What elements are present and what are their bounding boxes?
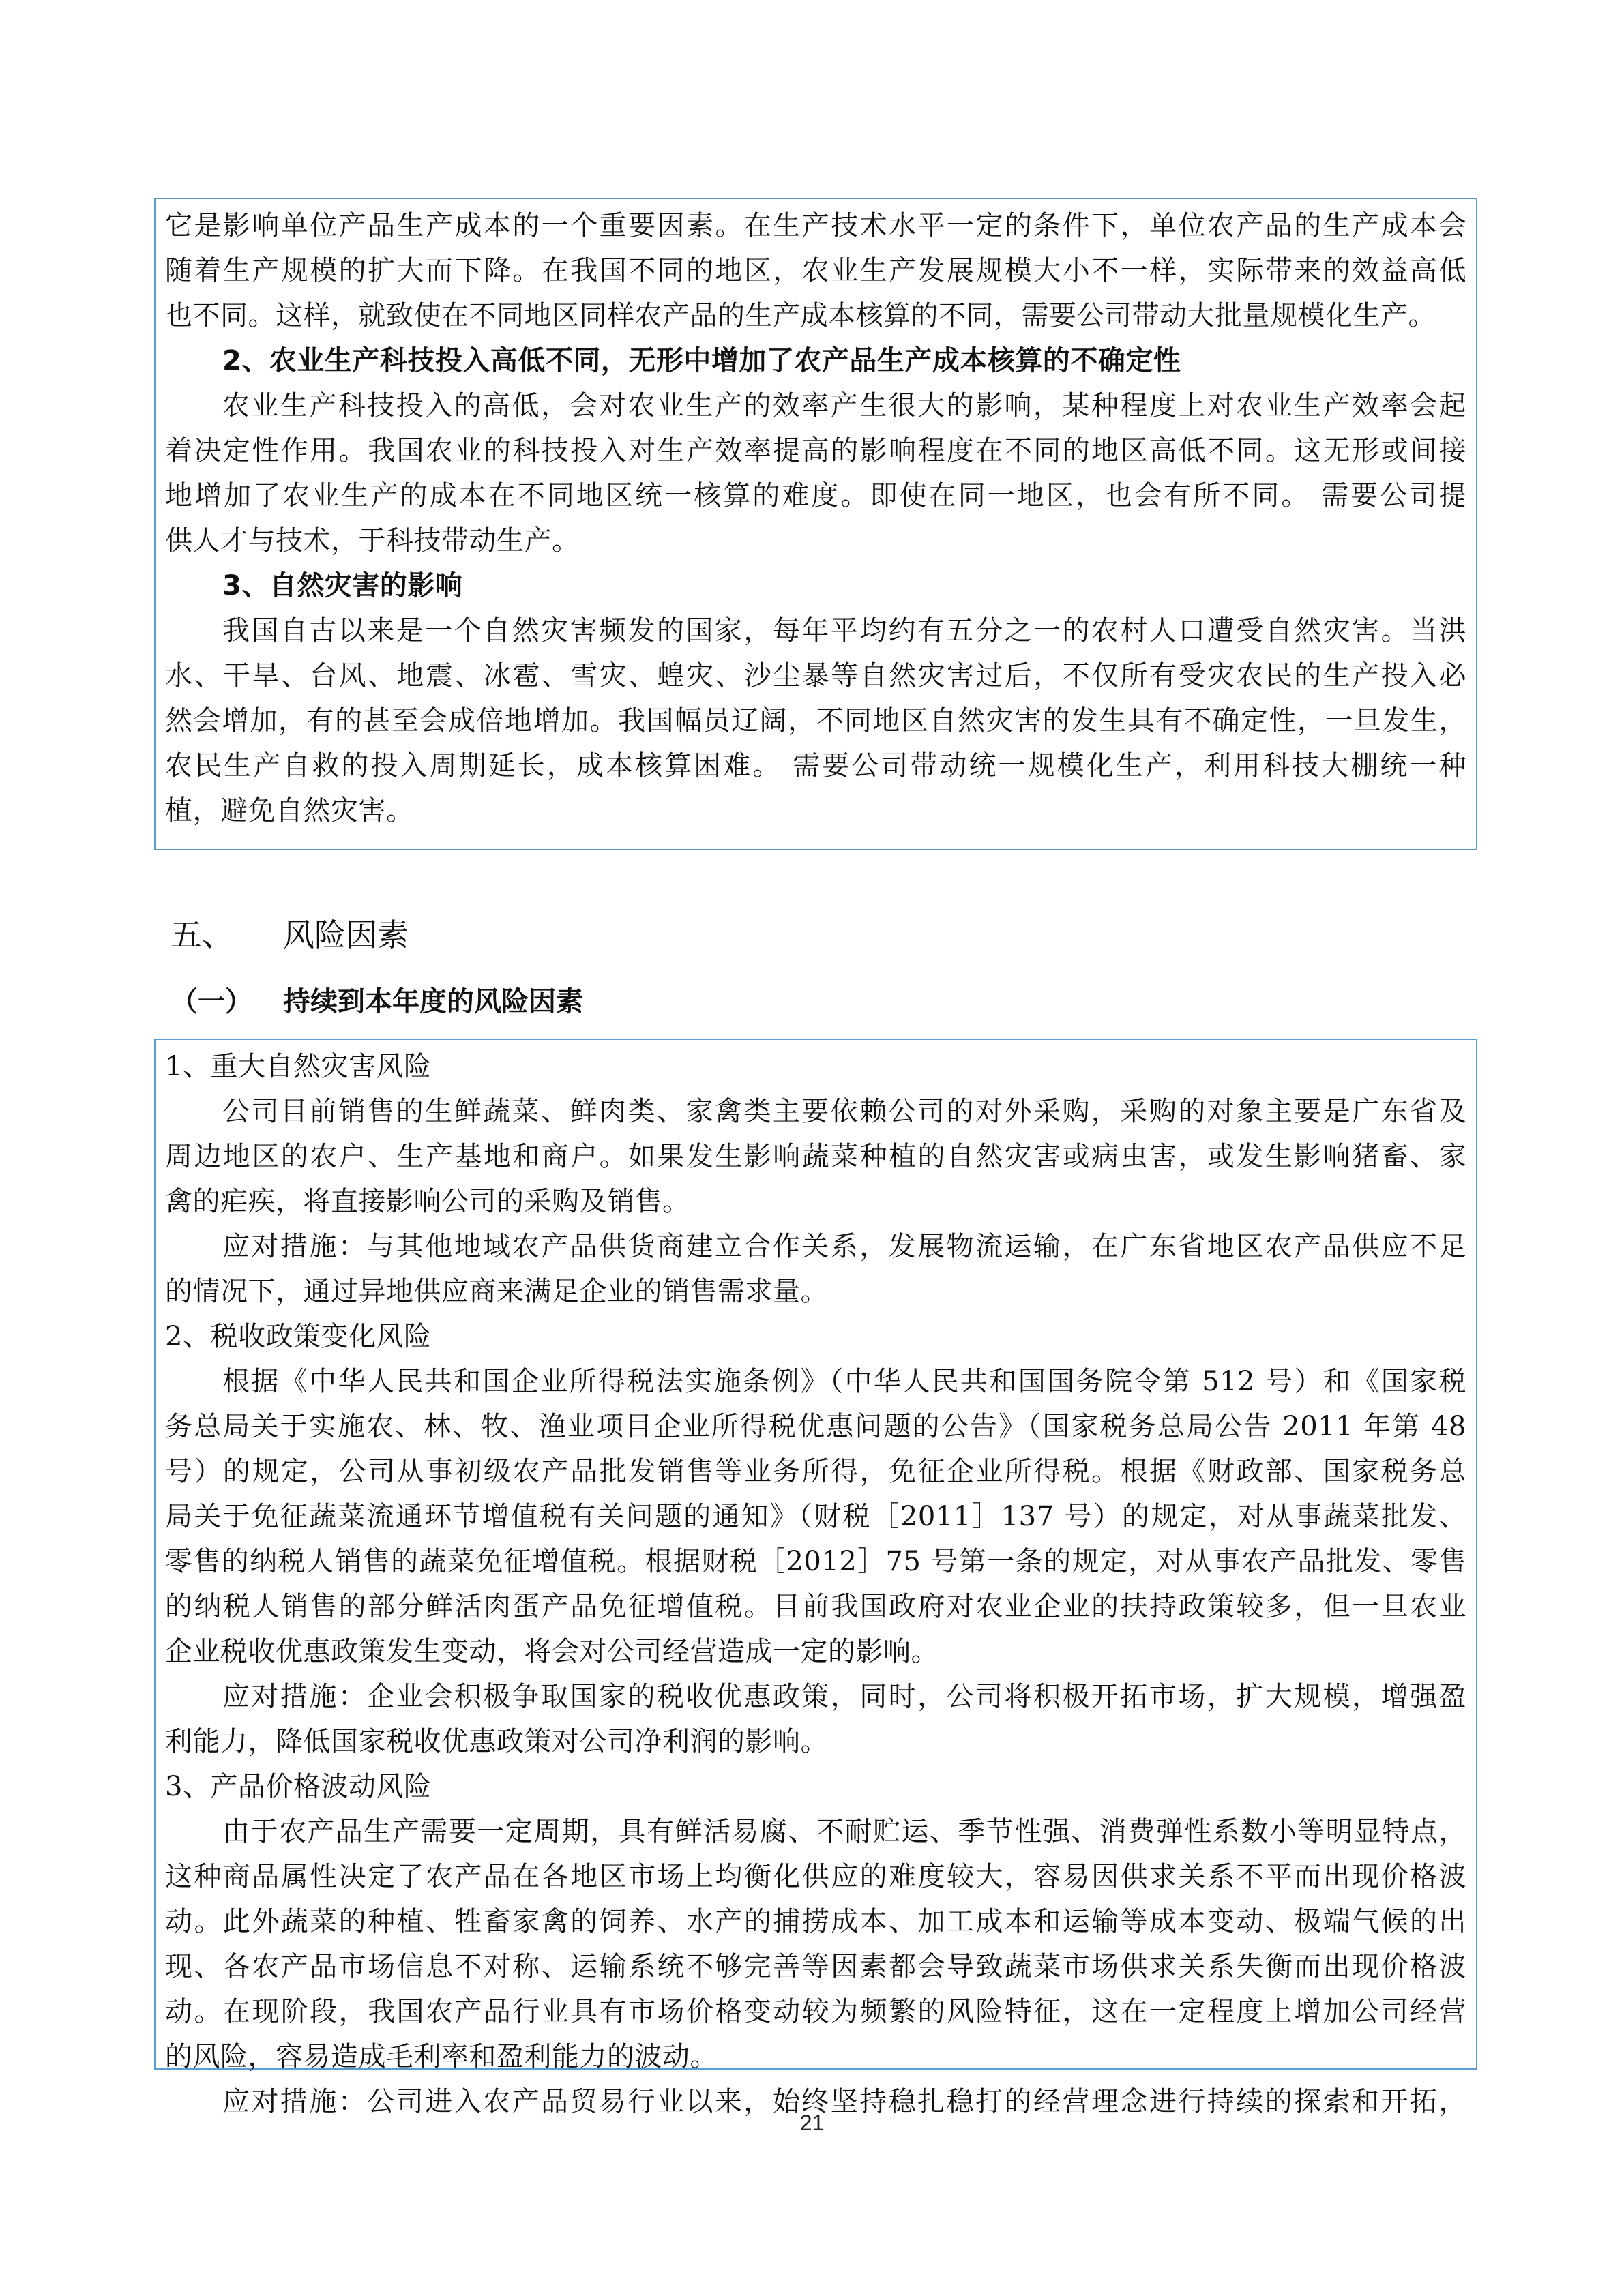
paragraph-line: 植，避免自然灾害。 [165, 795, 414, 826]
section-title: 风险因素 [283, 916, 409, 953]
paragraph-line: 的情况下，通过异地供应商来满足企业的销售需求量。 [165, 1276, 828, 1307]
paragraph-line: 号）的规定，公司从事初级农产品批发销售等业务所得，免征企业所得税。根据《财政部、国家税务总 [165, 1456, 1466, 1487]
paragraph-line: 由于农产品生产需要一定周期，具有鲜活易腐、不耐贮运、季节性强、消费弹性系数小等明显特点， [222, 1816, 1466, 1847]
paragraph-line: 的纳税人销售的部分鲜活肉蛋产品免征增值税。目前我国政府对农业企业的扶持政策较多，但一旦农业 [165, 1591, 1466, 1622]
risk-title: 1、重大自然灾害风险 [165, 1051, 432, 1082]
risk-title: 3、产品价格波动风险 [165, 1771, 432, 1802]
risk-title: 2、税收政策变化风险 [165, 1321, 432, 1352]
paragraph-line: 公司目前销售的生鲜蔬菜、鲜肉类、家禽类主要依赖公司的对外采购，采购的对象主要是广东省及 [222, 1096, 1466, 1127]
paragraph-line: 随着生产规模的扩大而下降。在我国不同的地区，农业生产发展规模大小不一样，实际带来的效益高低 [165, 255, 1466, 286]
paragraph-line: 应对措施：与其他地域农产品供货商建立合作关系，发展物流运输，在广东省地区农产品供应不足 [222, 1231, 1466, 1262]
paragraph-line: 动。此外蔬菜的种植、牲畜家禽的饲养、水产的捕捞成本、加工成本和运输等成本变动、极端气候的出 [165, 1906, 1466, 1937]
paragraph-line: 它是影响单位产品生产成本的一个重要因素。在生产技术水平一定的条件下，单位农产品的生产成本会 [165, 210, 1466, 241]
paragraph-line: 应对措施：企业会积极争取国家的税收优惠政策，同时，公司将积极开拓市场，扩大规模，增强盈 [222, 1681, 1466, 1712]
paragraph-line: 现、各农产品市场信息不对称、运输系统不够完善等因素都会导致蔬菜市场供求关系失衡而出现价格波 [165, 1951, 1466, 1982]
paragraph-line: 农业生产科技投入的高低，会对农业生产的效率产生很大的影响，某种程度上对农业生产效率会起 [222, 390, 1466, 421]
section-heading [171, 910, 409, 955]
continued-text-box [154, 198, 1477, 850]
page-number: 21 [799, 2111, 825, 2135]
paragraph-line: 我国自古以来是一个自然灾害频发的国家，每年平均约有五分之一的农村人口遭受自然灾害。当洪 [222, 615, 1466, 646]
paragraph-line: 然会增加，有的甚至会成倍地增加。我国幅员辽阔，不同地区自然灾害的发生具有不确定性，一旦发生， [165, 705, 1466, 736]
subheading-tech-investment: 2、农业生产科技投入高低不同，无形中增加了农产品生产成本核算的不确定性 [222, 345, 1181, 376]
paragraph-line: 动。在现阶段，我国农产品行业具有市场价格变动较为频繁的风险特征，这在一定程度上增加公司经营 [165, 1996, 1466, 2027]
paragraph-line: 的风险，容易造成毛利率和盈利能力的波动。 [165, 2041, 718, 2072]
paragraph-line: 地增加了农业生产的成本在不同地区统一核算的难度。即使在同一地区，也会有所不同。 需要公司提 [165, 480, 1466, 511]
paragraph-line: 零售的纳税人销售的蔬菜免征增值税。根据财税［2012］75 号第一条的规定，对从事农产品批发、零售 [165, 1546, 1466, 1577]
paragraph-line: 企业税收优惠政策发生变动，将会对公司经营造成一定的影响。 [165, 1636, 939, 1667]
paragraph-line: 供人才与技术，于科技带动生产。 [165, 525, 580, 556]
subsection-title: 持续到本年度的风险因素 [283, 986, 583, 1017]
paragraph-line: 农民生产自救的投入周期延长，成本核算困难。 需要公司带动统一规模化生产，利用科技大棚统一种 [165, 750, 1466, 781]
paragraph-line: 利能力，降低国家税收优惠政策对公司净利润的影响。 [165, 1726, 828, 1757]
paragraph-line: 着决定性作用。我国农业的科技投入对生产效率提高的影响程度在不同的地区高低不同。这无形或间接 [165, 435, 1466, 466]
paragraph-line: 这种商品属性决定了农产品在各地区市场上均衡化供应的难度较大，容易因供求关系不平而出现价格波 [165, 1861, 1466, 1892]
paragraph-line: 务总局关于实施农、林、牧、渔业项目企业所得税优惠问题的公告》（国家税务总局公告 2011 年第 48 [165, 1411, 1466, 1442]
paragraph-line: 禽的疟疾，将直接影响公司的采购及销售。 [165, 1186, 690, 1217]
subsection-number: （一） [171, 986, 252, 1017]
section-number: 五、 [171, 916, 233, 953]
paragraph-line: 根据《中华人民共和国企业所得税法实施条例》（中华人民共和国国务院令第 512 号）和《国家税 [222, 1366, 1466, 1397]
subsection-heading [171, 980, 583, 1019]
subheading-natural-disasters: 3、自然灾害的影响 [222, 570, 463, 601]
paragraph-line: 应对措施：公司进入农产品贸易行业以来，始终坚持稳扎稳打的经营理念进行持续的探索和开拓， [222, 2086, 1466, 2117]
paragraph-line: 也不同。这样，就致使在不同地区同样农产品的生产成本核算的不同，需要公司带动大批量规模化生产。 [165, 300, 1436, 331]
risk-factors-box [154, 1039, 1477, 2117]
paragraph-line: 水、干旱、台风、地震、冰雹、雪灾、蝗灾、沙尘暴等自然灾害过后，不仅所有受灾农民的生产投入必 [165, 660, 1466, 691]
paragraph-line: 局关于免征蔬菜流通环节增值税有关问题的通知》（财税［2011］137 号）的规定，对从事蔬菜批发、 [165, 1501, 1466, 1532]
paragraph-line: 周边地区的农户、生产基地和商户。如果发生影响蔬菜种植的自然灾害或病虫害，或发生影响猪畜、家 [165, 1141, 1466, 1172]
